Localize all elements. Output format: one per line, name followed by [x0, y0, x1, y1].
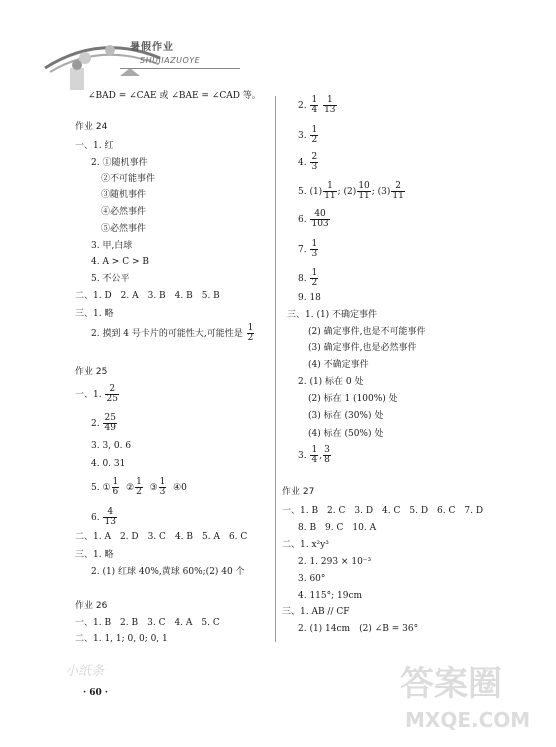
answer-line: 6. $\frac{40}{103}$ — [298, 209, 329, 229]
fraction: $\frac{1}{4}$ — [311, 445, 318, 465]
faint-stamp: 小纸条 — [65, 664, 105, 679]
answer-line: 4. 0. 31 — [91, 459, 126, 469]
answer-line: 5. ① $\frac{1}{6}$ ② $\frac{1}{2}$ ③ $\frac{1}{3}$ ④0 — [91, 477, 187, 497]
answer-line: 9. 18 — [298, 293, 321, 303]
fraction: $\frac{1}{3}$ — [311, 239, 318, 259]
fraction: $\frac{2}{25}$ — [106, 384, 118, 404]
answer-line: 一、1. B 2. B 3. C 4. A 5. C — [75, 618, 220, 628]
fraction: $\frac{25}{49}$ — [104, 413, 116, 433]
answer-line: (4) 不确定事件 — [308, 360, 369, 370]
header-title: 暑假作业 — [130, 42, 174, 53]
answer-line: 一、1. B 2. C 3. D 4. C 5. D 6. C 7. D — [282, 506, 484, 516]
watermark-text: 答案圈 — [400, 664, 502, 704]
answer-line: ④必然事件 — [101, 207, 147, 217]
watermark-url: MXQE.COM — [405, 708, 531, 732]
section-title-24: 作业 24 — [75, 122, 108, 132]
fraction: $\frac{1}{2}$ — [136, 477, 142, 497]
fraction: $\frac{2}{3}$ — [311, 152, 318, 172]
answer-line: 二、1. A 2. D 3. C 4. B 5. A 6. C — [75, 532, 248, 542]
answer-line: 三、1. 略 — [75, 550, 114, 560]
answer-line: ②不可能事件 — [101, 174, 156, 184]
section-title-25: 作业 25 — [75, 367, 108, 377]
answer-line: 4. 115°; 19cm — [298, 591, 363, 601]
answer-line: 3. 3, 0. 6 — [91, 441, 132, 451]
answer-line: 5. 不公平 — [91, 274, 130, 284]
fraction: $\frac{1}{4}$ — [311, 95, 318, 115]
answer-line: 二、1. x²y³ — [282, 540, 329, 550]
fraction: $\frac{1}{6}$ — [112, 477, 119, 497]
fraction: $\frac{10}{11}$ — [358, 181, 370, 201]
answer-line: 3. $\frac{1}{2}$ — [298, 125, 318, 145]
answer-line: (2) 确定事件,也是不可能事件 — [308, 327, 426, 337]
answer-line: 一、1. 红 — [75, 141, 114, 151]
answer-line: 三、1. 略 — [75, 309, 114, 319]
answer-line: 2. 1. 293 × 10⁻³ — [298, 557, 372, 567]
answer-line — [91, 324, 255, 343]
answer-line: 三、1. (1) 不确定事件 — [287, 310, 378, 320]
answer-text: 2. 摸到 4 号卡片的可能性大,可能性是 — [91, 329, 243, 339]
column-divider — [275, 96, 276, 642]
section-title-26: 作业 26 — [75, 601, 108, 611]
answer-line: ③随机事件 — [101, 190, 147, 200]
watermark — [395, 655, 535, 735]
fraction: $\frac{4}{13}$ — [104, 507, 116, 527]
fraction: $\frac{2}{11}$ — [392, 181, 404, 201]
fraction: $\frac{1}{2}$ — [247, 323, 254, 343]
fraction: $\frac{1}{2}$ — [311, 125, 318, 145]
answer-line: (3) 标在 (30%) 处 — [308, 411, 384, 421]
answer-line: 2. (1) 标在 0 处 — [298, 377, 364, 387]
header-rule — [120, 68, 240, 69]
answer-line: 3. $\frac{1}{4}$ , $\frac{3}{8}$ — [298, 445, 330, 465]
answer-line: 3. 60° — [298, 574, 326, 584]
fraction: $\frac{1}{13}$ — [324, 95, 336, 115]
answer-line: 一、1. $\frac{2}{25}$ — [75, 384, 118, 404]
answer-line: (4) 标在 (50%) 处 — [308, 429, 384, 439]
answer-line: 7. $\frac{1}{3}$ — [298, 239, 318, 259]
answer-line: 8. $\frac{1}{2}$ — [298, 268, 318, 288]
fraction: $\frac{3}{8}$ — [324, 445, 330, 465]
page-number: · 60 · — [83, 688, 109, 698]
header-subtitle: SHUJIAZUOYE — [140, 56, 201, 65]
fraction: $\frac{1}{3}$ — [159, 477, 166, 497]
answer-line: 8. B 9. C 10. A — [298, 523, 377, 533]
answer-line: 2. $\frac{1}{4}$ $\frac{1}{13}$ — [298, 95, 336, 115]
answer-line: 二、1. 1, 1; 0, 0; 0, 1 — [75, 634, 168, 644]
watermark-logo-icon — [395, 655, 535, 735]
fraction: $\frac{1}{2}$ — [311, 268, 318, 288]
answer-line: ⑤必然事件 — [101, 224, 147, 234]
answer-line: 2. (1) 红球 40%,黄球 60%;(2) 40 个 — [91, 567, 245, 577]
fraction: $\frac{40}{103}$ — [311, 209, 329, 229]
fraction: $\frac{1}{11}$ — [324, 181, 336, 201]
answer-line: 三、1. AB // CF — [282, 607, 350, 617]
answer-line: 4. $\frac{2}{3}$ — [298, 152, 318, 172]
answer-line: 3. 甲,白球 — [91, 241, 133, 251]
intro-line: ∠BAD = ∠CAE 或 ∠BAE = ∠CAD 等。 — [88, 91, 261, 101]
answer-line: 二、1. D 2. A 3. B 4. B 5. B — [75, 291, 220, 301]
answer-line: 4. A > C > B — [91, 257, 149, 267]
answer-line: 5. (1) $\frac{1}{11}$ ; (2) $\frac{10}{11}$ ; (3) $\frac{2}{11}$ — [298, 181, 404, 201]
answer-line: 2. (1) 14cm (2) ∠B = 36° — [298, 624, 419, 634]
answer-line: 6. $\frac{4}{13}$ — [91, 507, 116, 527]
section-title-27: 作业 27 — [282, 487, 315, 497]
answer-line: 2. ①随机事件 — [91, 158, 148, 168]
answer-line: (2) 标在 1 (100%) 处 — [308, 394, 398, 404]
answer-line: (3) 确定事件,也是必然事件 — [308, 343, 417, 353]
answer-line: 2. $\frac{25}{49}$ — [91, 413, 116, 433]
